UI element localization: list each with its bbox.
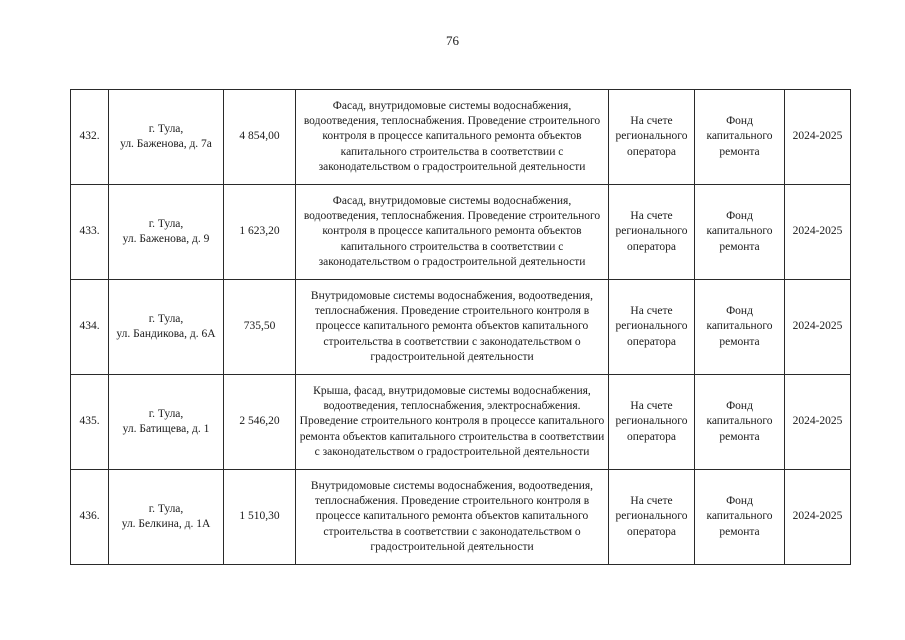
source-cell: Фонд капитального ремонта <box>695 470 785 565</box>
source-cell: Фонд капитального ремонта <box>695 185 785 280</box>
area-cell: 735,50 <box>224 280 296 375</box>
address-city: г. Тула, <box>148 502 184 515</box>
account-cell: На счете регионального оператора <box>609 90 695 185</box>
period-cell: 2024-2025 <box>785 375 851 470</box>
source-cell: Фонд капитального ремонта <box>695 90 785 185</box>
address-street: ул. Белкина, д. 1А <box>121 518 211 530</box>
address-city: г. Тула, <box>148 312 184 325</box>
address-street: ул. Батищева, д. 1 <box>122 423 210 435</box>
row-number: 432. <box>71 90 109 185</box>
address-cell <box>109 280 224 375</box>
works-cell: Крыша, фасад, внутридомовые системы водоснабжения, водоотведения, теплоснабжения, электроснабжения. Проведение строительного контроля в процессе капитального ремонта объектов капитального строительства в соответствии с законодательством о градостроительной деятельности <box>296 375 609 470</box>
area-cell: 1 510,30 <box>224 470 296 565</box>
table-row <box>71 280 851 375</box>
address-city: г. Тула, <box>148 217 184 230</box>
address-street: ул. Баженова, д. 7а <box>120 138 212 150</box>
period-cell: 2024-2025 <box>785 90 851 185</box>
address-city: г. Тула, <box>148 407 184 420</box>
period-cell: 2024-2025 <box>785 185 851 280</box>
period-cell: 2024-2025 <box>785 280 851 375</box>
row-number: 433. <box>71 185 109 280</box>
row-number: 435. <box>71 375 109 470</box>
area-cell: 2 546,20 <box>224 375 296 470</box>
address-cell <box>109 90 224 185</box>
table-row <box>71 90 851 185</box>
account-cell: На счете регионального оператора <box>609 375 695 470</box>
row-number: 434. <box>71 280 109 375</box>
account-cell: На счете регионального оператора <box>609 185 695 280</box>
works-cell: Фасад, внутридомовые системы водоснабжения, водоотведения, теплоснабжения. Проведение строительного контроля в процессе капитального ремонта объектов капитального строительства в соответствии с законодательством о градостроительной деятельности <box>296 90 609 185</box>
repair-program-table <box>70 89 851 565</box>
address-cell <box>109 185 224 280</box>
source-cell: Фонд капитального ремонта <box>695 280 785 375</box>
address-street: ул. Бандикова, д. 6А <box>116 328 216 340</box>
area-cell: 4 854,00 <box>224 90 296 185</box>
period-cell: 2024-2025 <box>785 470 851 565</box>
source-cell: Фонд капитального ремонта <box>695 375 785 470</box>
works-cell: Внутридомовые системы водоснабжения, водоотведения, теплоснабжения. Проведение строительного контроля в процессе капитального ремонта объектов капитального строительства в соответствии с законодательством о градостроительной деятельности <box>296 470 609 565</box>
table-row <box>71 185 851 280</box>
area-cell: 1 623,20 <box>224 185 296 280</box>
page-number: 76 <box>446 33 459 48</box>
address-cell <box>109 375 224 470</box>
account-cell: На счете регионального оператора <box>609 280 695 375</box>
row-number: 436. <box>71 470 109 565</box>
works-cell: Фасад, внутридомовые системы водоснабжения, водоотведения, теплоснабжения. Проведение строительного контроля в процессе капитального ремонта объектов капитального строительства в соответствии с законодательством о градостроительной деятельности <box>296 185 609 280</box>
works-cell: Внутридомовые системы водоснабжения, водоотведения, теплоснабжения. Проведение строительного контроля в процессе капитального ремонта объектов капитального строительства в соответствии с законодательством о градостроительной деятельности <box>296 280 609 375</box>
table-row <box>71 375 851 470</box>
address-city: г. Тула, <box>148 122 184 135</box>
address-street: ул. Баженова, д. 9 <box>122 233 210 245</box>
address-cell <box>109 470 224 565</box>
table-row <box>71 470 851 565</box>
account-cell: На счете регионального оператора <box>609 470 695 565</box>
